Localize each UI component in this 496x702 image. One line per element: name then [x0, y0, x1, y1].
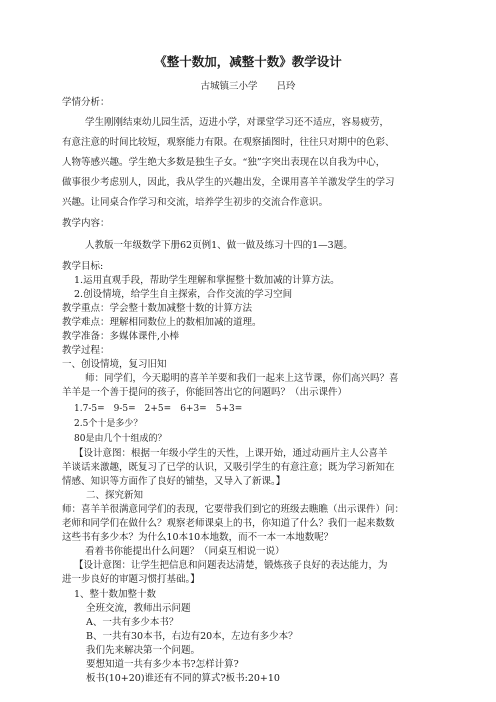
paragraph-line: 羊羊是一个善于提问的孩子，你能回答出它的问题吗？（出示课件）	[62, 387, 348, 398]
exercise-line: 1.7-5= 9-5= 2+5= 6+3= 5+3=	[74, 404, 243, 414]
question-item: B、一共有30本书，右边有20本，左边有多少本？	[86, 631, 298, 642]
section-heading: 二、探究新知	[86, 490, 144, 501]
teaching-difficulty: 教学难点：理解相同数位上的数相加减的道理。	[62, 317, 262, 328]
paragraph-line: 板书(10+20)谁还有不同的算式?板书:20+10	[86, 673, 280, 684]
paragraph-line: 我们先来解决第一个问题。	[86, 645, 201, 656]
heading-learner-analysis: 学情分析：	[62, 97, 110, 108]
document-author: 古城镇三小学 吕玲	[200, 81, 296, 92]
paragraph-line: 要想知道一共有多少本书?怎样计算?	[86, 659, 239, 670]
paragraph-line: 兴趣。让同桌合作学习和交流，培养学生初步的交流合作意识。	[62, 197, 329, 208]
document-title: 《整十数加，减整十数》教学设计	[154, 54, 342, 69]
exercise-line: 80是由几个十组成的？	[74, 434, 167, 444]
question-item: A、一共有多少本书？	[86, 617, 179, 628]
design-intent-line: 【设计意图：让学生把信息和问题表达清楚，锻炼孩子良好的表达能力，为	[74, 560, 388, 571]
paragraph-line: 人物等感兴趣。学生绝大多数是独生子女。“独”字突出表现在以自我为中心，	[62, 157, 386, 168]
paragraph-line: 有意注意的时间比较短，观察能力有限。在观察插图时，往往只对期中的色彩、	[62, 137, 395, 148]
paragraph-line: 老师和同学们在做什么？观察老师课桌上的书，你知道了什么？我们一起来数数	[62, 518, 395, 529]
heading-teaching-content: 教学内容：	[62, 218, 110, 229]
design-intent-line: 情感、知识等方面作了良好的铺垫，又导入了新课。】	[62, 476, 286, 487]
paragraph-line: 做事很少考虑别人，因此，我从学生的兴趣出发，全课用喜羊羊激发学生的学习	[62, 177, 395, 188]
subsection-heading: 1、整十数加整十数	[74, 589, 157, 600]
goal-item: 1.运用直观手段，帮助学生理解和掌握整十数加减的计算方法。	[74, 275, 340, 286]
paragraph-line: 师：喜羊羊很满意同学们的表现，它要带我们到它的班级去瞧瞧（出示课件）问：	[62, 504, 405, 515]
design-intent-line: 【设计意图：根据一年级小学生的天性，上课开始，通过动画片主人公喜羊	[74, 448, 388, 459]
heading-teaching-goals: 教学目标:	[62, 261, 104, 272]
paragraph-line: 全班交流，教师出示问题	[86, 603, 191, 614]
heading-teaching-process: 教学过程：	[62, 345, 110, 356]
design-intent-line: 羊谈话来激趣，既复习了已学的认识，又吸引学生的有意注意；既为学习新知在	[62, 462, 395, 473]
paragraph-line: 师：同学们，今天聪明的喜羊羊要和我们一起来上这节课，你们高兴吗？喜	[85, 373, 399, 384]
paragraph-line: 看着书你能提出什么问题？（同桌互相说一说）	[85, 546, 285, 557]
section-heading: 一、创设情境，复习旧知	[62, 359, 167, 370]
paragraph-line: 人教版一年级数学下册62页例1、做一做及练习十四的1—3题。	[85, 240, 353, 251]
paragraph-line: 学生刚刚结束幼儿园生活，迈进小学，对课堂学习还不适应，容易疲劳，	[85, 117, 390, 128]
teaching-key-point: 教学重点：学会整十数加减整十数的计算方法	[62, 303, 253, 314]
paragraph-line: 这些书有多少本？为什么10本10本地数，而不一本一本地数呢？	[62, 532, 334, 543]
teaching-preparation: 教学准备：多媒体课件,小棒	[62, 331, 180, 342]
design-intent-line: 进一步良好的审题习惯打基础。】	[62, 574, 200, 585]
exercise-line: 2.5个十是多少？	[74, 419, 143, 429]
goal-item: 2.创设情境，给学生自主探索，合作交流的学习空间	[74, 289, 293, 300]
